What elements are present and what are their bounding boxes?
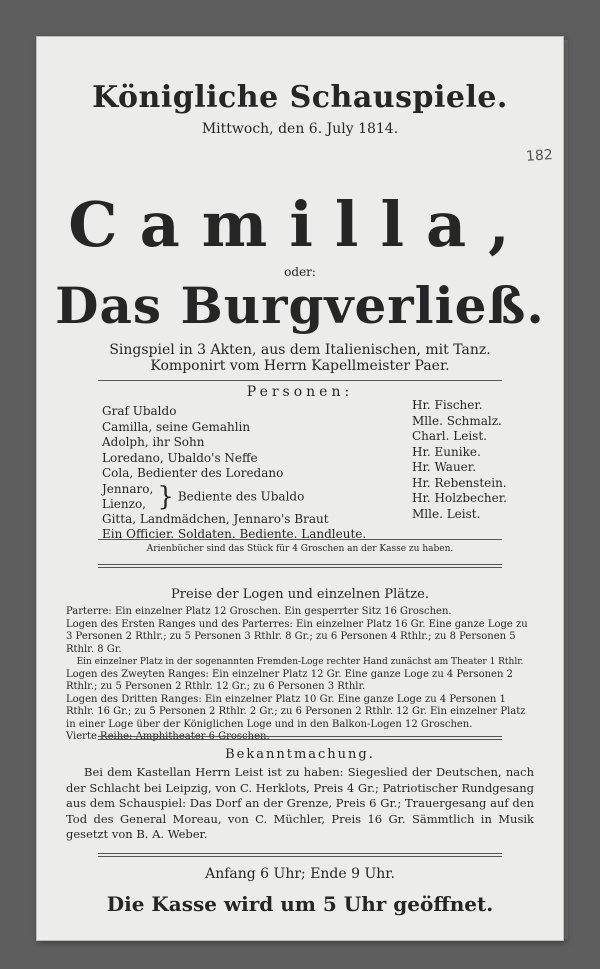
- role-item: Camilla, seine Gemahlin: [102, 419, 251, 434]
- play-subtitle-title: Das Burgverließ.: [55, 276, 545, 335]
- role-item: Gitta, Landmädchen, Jennaro's Braut: [102, 511, 329, 526]
- actor-item: Hr. Rebenstein.: [412, 475, 507, 490]
- price-line: Vierte Reihe: Amphitheater 6 Groschen.: [66, 731, 270, 742]
- role-item: Adolph, ihr Sohn: [102, 435, 205, 449]
- playbill-sheet: [36, 36, 564, 941]
- role-lienzo: Lienzo,: [102, 496, 146, 511]
- prices-block: [66, 606, 534, 744]
- double-divider: [98, 853, 502, 857]
- actor-item: Hr. Holzbecher.: [412, 491, 507, 505]
- composer-line: Komponirt vom Herrn Kapellmeister Paer.: [150, 358, 450, 374]
- personen-heading: Personen:: [246, 384, 354, 400]
- theatre-heading: Königliche Schauspiele.: [92, 80, 508, 115]
- price-line: Logen des Ersten Ranges und des Parterres: Ein einzelner Platz 16 Gr. Eine ganze Loge zu 3 Personen 2 Rthlr.; zu 5 Personen 3 Rthlr. 8 Gr.; zu 6 Personen 4 Rthlr.; zu 8 Personen 5 Rthlr. 8 Gr.: [66, 618, 528, 655]
- roles-list: [102, 404, 366, 543]
- actor-item: Mlle. Leist.: [412, 506, 481, 521]
- double-divider: [98, 736, 502, 740]
- role-item-bediente: [102, 482, 366, 512]
- libretto-note: Arienbücher sind das Stück für 4 Groschen an der Kasse zu haben.: [146, 544, 454, 554]
- actor-item: Mlle. Schmalz.: [412, 413, 502, 428]
- price-line: Parterre: Ein einzelner Platz 12 Groschen. Ein gesperrter Sitz 16 Groschen.: [66, 606, 452, 617]
- box-office-opening: Die Kasse wird um 5 Uhr geöffnet.: [106, 892, 494, 916]
- announcement-text: Bei dem Kastellan Herrn Leist ist zu haben: Siegeslied der Deutschen, nach der Schlacht bei Leipzig, von C. Herklots, Preis 4 Gr.; Patriotischer Rundgesang aus dem Schauspiel: Das Dorf an der Grenze, Preis 6 Gr.; Trauergesang auf den Tod des General Moreau, von C. Müchler, Preis 16 Gr. Sämmtlich in Musik gesetzt von B. A. Weber.: [66, 765, 534, 841]
- prices-heading: Preise der Logen und einzelnen Plätze.: [171, 587, 429, 602]
- role-extras: Ein Officier. Soldaten. Bediente. Landleute.: [102, 527, 367, 541]
- price-line: Ein einzelner Platz in der sogenannten Fremden-Loge rechter Hand zunächst am Theater 1 Rthlr.: [76, 657, 524, 667]
- actor-item: Hr. Wauer.: [412, 460, 477, 474]
- genre-line: Singspiel in 3 Akten, aus dem Italienischen, mit Tanz.: [109, 342, 491, 358]
- performance-date: Mittwoch, den 6. July 1814.: [201, 121, 399, 137]
- role-item: Graf Ubaldo: [102, 404, 177, 418]
- actor-item: Hr. Fischer.: [412, 398, 483, 412]
- price-line: Logen des Dritten Ranges: Ein einzelner Platz 10 Gr. Eine ganze Loge zu 4 Personen 1 Rthlr. 16 Gr.; zu 5 Personen 2 Rthlr. 2 Gr.; zu 6 Personen 2 Rthlr. 12 Gr. Ein einzelner Platz in einer Loge über der Königlichen Loge und in den Balkon-Logen 12 Groschen.: [66, 693, 526, 730]
- start-end-time: Anfang 6 Uhr; Ende 9 Uhr.: [205, 866, 395, 882]
- role-jennaro: Jennaro,: [102, 481, 154, 496]
- role-item: Cola, Bedienter des Loredano: [102, 466, 284, 480]
- role-bediente: Bediente des Ubaldo: [177, 489, 305, 503]
- actor-item: Hr. Eunike.: [412, 444, 481, 459]
- actor-item: Charl. Leist.: [412, 429, 487, 443]
- actors-list: [412, 398, 507, 522]
- play-title: Camilla,: [68, 188, 532, 261]
- role-item: Loredano, Ubaldo's Neffe: [102, 450, 258, 465]
- double-divider: [98, 564, 502, 568]
- divider: [98, 380, 502, 381]
- price-line: Logen des Zweyten Ranges: Ein einzelner Platz 12 Gr. Eine ganze Loge zu 4 Personen 2 Rthlr.; zu 5 Personen 2 Rthlr. 12 Gr.; zu 6 Personen 3 Rthlr.: [66, 668, 513, 692]
- role-names-pair: [102, 482, 153, 512]
- title-oder: oder:: [284, 265, 316, 279]
- divider: [98, 539, 502, 540]
- brace-glyph: }: [157, 481, 174, 512]
- announcement-heading: Bekanntmachung.: [225, 747, 375, 762]
- handwritten-number: 182: [525, 147, 554, 165]
